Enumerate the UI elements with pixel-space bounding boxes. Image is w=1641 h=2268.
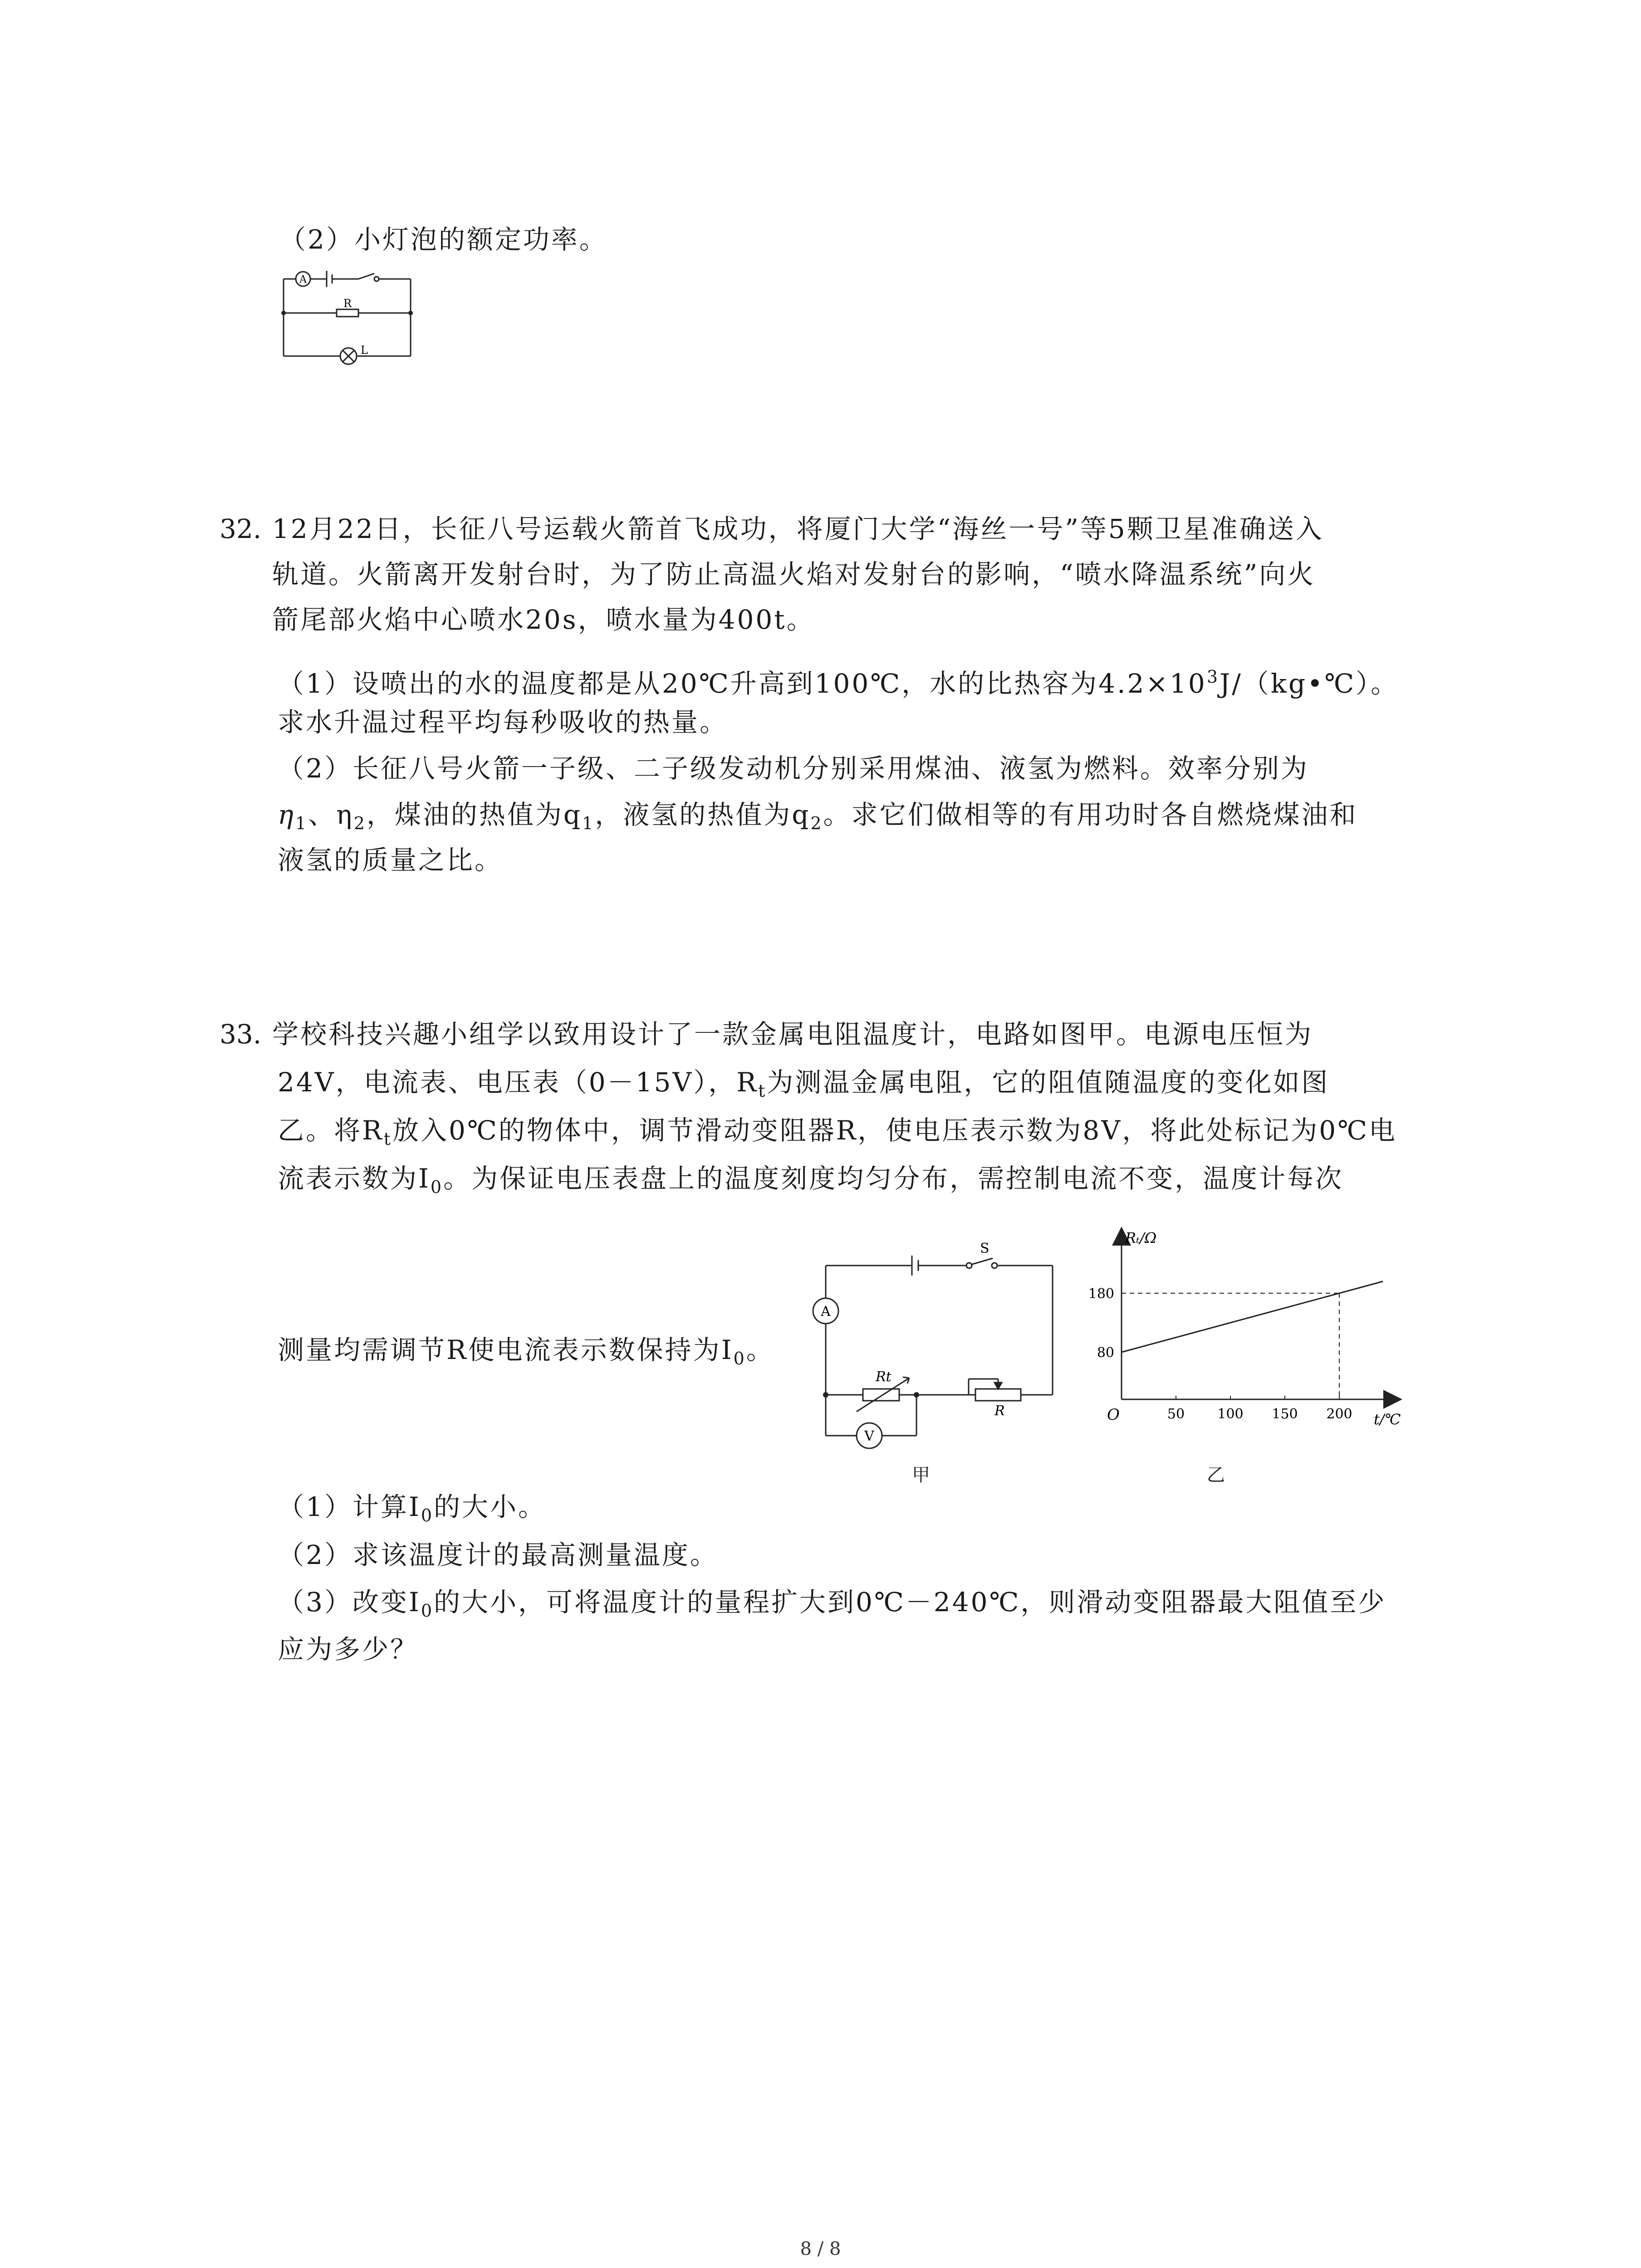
q33-l2-b: 为测温金属电阻，它的阻值随温度的变化如图: [767, 1067, 1330, 1098]
q33-l4-b: 。为保证电压表盘上的温度刻度均匀分布，需控制电流不变，温度计每次: [443, 1163, 1344, 1194]
rt-label: Rt: [876, 1369, 892, 1385]
q33-l3-b: 放入0℃的物体中，调节滑动变阻器R，使电压表示数为8V，将此处标记为0℃电: [392, 1115, 1397, 1146]
q33-l5-b: 。: [746, 1334, 774, 1365]
q33-sub1: [278, 1489, 546, 1534]
lamp-circuit-diagram: [281, 265, 417, 367]
q33-line2: [278, 1064, 1329, 1109]
q33-sub2: （2）求该温度计的最高测量温度。: [278, 1540, 718, 1570]
q33-l3-a: 乙。将R: [278, 1115, 384, 1146]
voltmeter-v-label: V: [864, 1428, 874, 1444]
x-axis-label: t/℃: [1374, 1411, 1401, 1428]
q32-p1-text-a: （1）设喷出的水的温度都是从20℃升高到100℃，水的比热容为4.2×10: [278, 668, 1207, 699]
rt-sub: t: [758, 1081, 767, 1101]
x-tick-label: 50: [1167, 1406, 1185, 1422]
q33-line4: [278, 1160, 1343, 1205]
q33-s1-a: （1）计算I: [278, 1491, 421, 1522]
q32-intro-line1: 12月22日，长征八号运载火箭首飞成功，将厦门大学“海丝一号”等5颗卫星准确送入: [272, 513, 1324, 544]
q33-s1-sub: 0: [421, 1505, 434, 1525]
i0-sub-2: 0: [733, 1349, 746, 1369]
x-tick-label: 150: [1272, 1406, 1298, 1422]
origin-label: O: [1107, 1406, 1120, 1424]
q33-line5: [278, 1332, 774, 1377]
x-tick-label: 200: [1326, 1406, 1352, 1422]
q33-line1: 学校科技兴趣小组学以致用设计了一款金属电阻温度计，电路如图甲。电源电压恒为: [272, 1019, 1313, 1050]
y-axis-label: Rₜ/Ω: [1125, 1229, 1157, 1246]
q32-p2-rest: 。求它们做相等的有用功时各自燃烧煤油和: [823, 799, 1358, 830]
y-tick-label: 180: [1088, 1286, 1114, 1302]
fig-yi-caption: 乙: [1207, 1465, 1225, 1486]
q32-part2-line1: （2）长征八号火箭一子级、二子级发动机分别采用煤油、液氢为燃料。效率分别为: [278, 753, 1309, 784]
q32-part1-line2: 求水升温过程平均每秒吸收的热量。: [278, 707, 728, 738]
q33-l2-a: 24V，电流表、电压表（0－15V），R: [278, 1067, 758, 1098]
resistor-label: R: [343, 297, 352, 310]
eta-sub2: 2: [353, 813, 367, 833]
q33-l4-a: 流表示数为I: [278, 1163, 431, 1194]
prev-q2-text: （2）小灯泡的额定功率。: [279, 224, 607, 255]
q32-part1-line1: [278, 659, 1399, 702]
q33-s3-sub: 0: [421, 1601, 434, 1621]
thermometer-circuit-diagram: [812, 1225, 1066, 1452]
r-label: R: [994, 1403, 1005, 1419]
rt-sub-2: t: [383, 1129, 392, 1149]
y-tick-label: 80: [1097, 1345, 1114, 1361]
q33-sub3-line2: 应为多少？: [278, 1634, 419, 1665]
q32-intro-line2: 轨道。火箭离开发射台时，为了防止高温火焰对发射台的影响，“喷水降温系统”向火: [272, 559, 1316, 590]
x-tick-label: 100: [1217, 1406, 1244, 1422]
q1-sub: 1: [582, 813, 595, 833]
q32-intro-line3: 箭尾部火焰中心喷水20s，喷水量为400t。: [272, 604, 815, 635]
q32-part2-line2: [278, 797, 1358, 841]
lamp-label: L: [361, 344, 368, 357]
q33-sub3: [278, 1584, 1386, 1629]
q2-sub: 2: [810, 813, 823, 833]
q32-p1-sup: 3: [1206, 667, 1220, 687]
rt-temperature-chart: [1080, 1225, 1406, 1438]
q33-s3-b: 的大小，可将温度计的量程扩大到0℃－240℃，则滑动变阻器最大阻值至少: [434, 1587, 1386, 1618]
q32-p2-q1-text: ，煤油的热值为q: [366, 799, 583, 830]
q32-part2-line3: 液氢的质量之比。: [278, 845, 503, 875]
q32-p1-text-b: J/（kg•℃）。: [1220, 668, 1399, 699]
switch-label: S: [980, 1241, 989, 1256]
ammeter-label: A: [299, 274, 307, 285]
eta-sub1: 1: [295, 813, 308, 833]
i0-sub: 0: [430, 1177, 444, 1197]
fig-jia-caption: 甲: [912, 1465, 930, 1486]
q32-p2-q2-text: ，液氢的热值为q: [595, 799, 811, 830]
ammeter-a-label: A: [821, 1304, 831, 1320]
q33-s1-b: 的大小。: [434, 1491, 547, 1522]
q32-p2-sep: 、η: [308, 799, 354, 830]
page-number: 8 / 8: [800, 2239, 841, 2259]
q33-s3-a: （3）改变I: [278, 1587, 421, 1618]
q33-l5-a: 测量均需调节R使电流表示数保持为I: [278, 1334, 734, 1365]
eta-symbol: η: [278, 799, 295, 830]
q33-line3: [278, 1112, 1397, 1157]
rt-series-line: [1122, 1281, 1383, 1352]
q32-number: 32.: [220, 513, 262, 544]
q33-number: 33.: [220, 1019, 262, 1050]
